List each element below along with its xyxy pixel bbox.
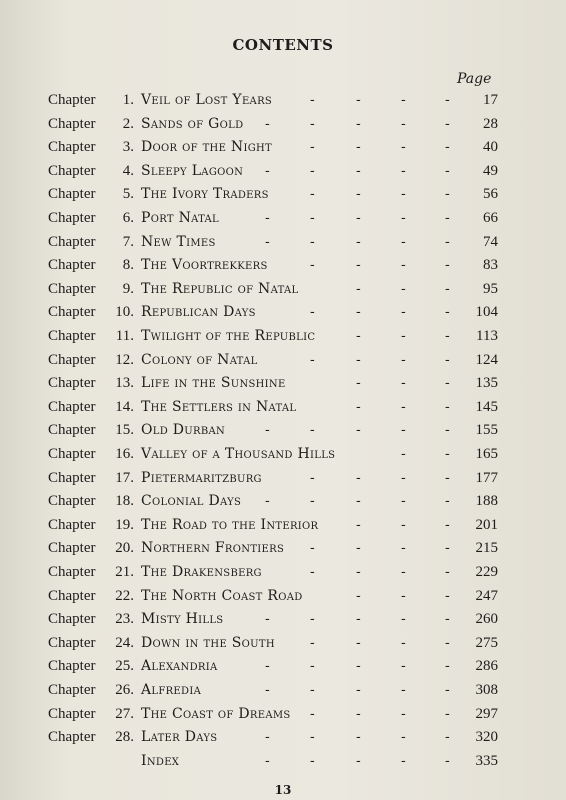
leader-dash: - [445, 162, 450, 179]
chapter-label: Chapter [48, 328, 96, 344]
toc-entry [0, 753, 566, 775]
leader-dash: - [356, 587, 361, 604]
contents-title: CONTENTS [232, 36, 334, 54]
leader-dash: - [445, 422, 450, 439]
leader-dash: - [265, 115, 270, 132]
page-ref: 83 [483, 257, 498, 274]
leader-dash: - [265, 233, 270, 250]
chapter-number: 25. [115, 658, 134, 675]
leader-dash: - [356, 115, 361, 132]
page-ref: 28 [483, 115, 498, 132]
page-ref: 215 [475, 540, 498, 557]
chapter-number: 10. [115, 304, 134, 321]
toc-entry [0, 399, 566, 421]
leader-dash: - [401, 634, 406, 651]
leader-dash: - [445, 634, 450, 651]
chapter-label: Chapter [48, 634, 96, 651]
chapter-number: 5. [122, 186, 134, 203]
leader-dash: - [265, 162, 270, 179]
toc-entry [0, 729, 566, 751]
chapter-title: Republican Days [141, 304, 256, 321]
page-ref: 275 [475, 634, 498, 651]
toc-entry [0, 635, 566, 657]
page-ref: 124 [475, 351, 498, 368]
leader-dash: - [401, 446, 406, 462]
leader-dash: - [401, 564, 406, 580]
chapter-number: 4. [122, 162, 134, 179]
leader-dash: - [401, 729, 406, 746]
leader-dash: - [356, 375, 361, 392]
leader-dash: - [445, 752, 450, 769]
chapter-number: 2. [122, 115, 134, 132]
leader-dash: - [356, 233, 361, 250]
toc-entry [0, 540, 566, 562]
chapter-label: Chapter [48, 611, 96, 628]
leader-dash: - [401, 540, 406, 557]
toc-entry [0, 706, 566, 728]
page-ref: 113 [476, 328, 498, 344]
leader-dash: - [445, 446, 450, 462]
chapter-label: Chapter [48, 540, 96, 557]
leader-dash: - [356, 351, 361, 368]
chapter-label: Chapter [48, 186, 96, 203]
chapter-number: 12. [115, 351, 134, 368]
toc-entry [0, 304, 566, 326]
chapter-label: Chapter [48, 422, 96, 439]
leader-dash: - [445, 92, 450, 108]
leader-dash: - [356, 682, 361, 698]
page-ref: 229 [475, 564, 498, 580]
leader-dash: - [356, 139, 361, 156]
chapter-number: 7. [122, 233, 134, 250]
leader-dash: - [445, 280, 450, 297]
leader-dash: - [265, 729, 270, 746]
toc-entry [0, 517, 566, 539]
leader-dash: - [445, 540, 450, 557]
leader-dash: - [356, 658, 361, 675]
leader-dash: - [356, 186, 361, 203]
chapter-title: The Coast of Dreams [141, 705, 291, 722]
chapter-title: Veil of Lost Years [141, 92, 273, 108]
toc-entry [0, 163, 566, 185]
chapter-title: Index [141, 752, 180, 769]
toc-entry [0, 92, 566, 114]
chapter-number: 18. [115, 493, 134, 510]
chapter-label: Chapter [48, 398, 96, 415]
leader-dash: - [310, 540, 315, 557]
leader-dash: - [401, 705, 406, 722]
chapter-label: Chapter [48, 375, 96, 392]
chapter-title: Alfredia [141, 682, 202, 698]
chapter-number: 3. [122, 139, 134, 156]
chapter-title: Sands of Gold [141, 115, 244, 132]
chapter-label: Chapter [48, 446, 96, 462]
chapter-label: Chapter [48, 304, 96, 321]
page-ref: 177 [475, 469, 498, 486]
leader-dash: - [401, 92, 406, 108]
toc-entry [0, 446, 566, 468]
chapter-number: 17. [115, 469, 134, 486]
page-ref: 188 [475, 493, 498, 510]
leader-dash: - [445, 328, 450, 344]
leader-dash: - [445, 564, 450, 580]
leader-dash: - [356, 304, 361, 321]
leader-dash: - [445, 469, 450, 486]
leader-dash: - [445, 210, 450, 226]
toc-entry [0, 493, 566, 515]
chapter-label: Chapter [48, 587, 96, 604]
chapter-number: 16. [115, 446, 134, 462]
leader-dash: - [310, 186, 315, 203]
toc-entry [0, 186, 566, 208]
page-ref: 95 [483, 280, 498, 297]
leader-dash: - [356, 705, 361, 722]
chapter-title: The Road to the Interior [141, 516, 319, 533]
leader-dash: - [310, 705, 315, 722]
toc-entry [0, 210, 566, 232]
leader-dash: - [310, 564, 315, 580]
leader-dash: - [265, 752, 270, 769]
toc-entry [0, 139, 566, 161]
chapter-title: Old Durban [141, 422, 226, 439]
chapter-label: Chapter [48, 257, 96, 274]
page-ref: 17 [483, 92, 498, 108]
page-ref: 104 [475, 304, 498, 321]
page-ref: 145 [475, 398, 498, 415]
leader-dash: - [401, 398, 406, 415]
leader-dash: - [445, 516, 450, 533]
toc-entry [0, 281, 566, 303]
chapter-number: 14. [115, 398, 134, 415]
leader-dash: - [401, 257, 406, 274]
chapter-number: 21. [115, 564, 134, 580]
leader-dash: - [356, 280, 361, 297]
leader-dash: - [445, 139, 450, 156]
leader-dash: - [265, 210, 270, 226]
leader-dash: - [356, 398, 361, 415]
leader-dash: - [356, 92, 361, 108]
page-ref: 56 [483, 186, 498, 203]
chapter-label: Chapter [48, 729, 96, 746]
toc-entry [0, 611, 566, 633]
toc-entry [0, 588, 566, 610]
leader-dash: - [401, 375, 406, 392]
leader-dash: - [445, 233, 450, 250]
page-ref: 308 [475, 682, 498, 698]
toc-entry [0, 257, 566, 279]
leader-dash: - [356, 564, 361, 580]
leader-dash: - [445, 257, 450, 274]
leader-dash: - [310, 611, 315, 628]
leader-dash: - [356, 493, 361, 510]
leader-dash: - [445, 611, 450, 628]
leader-dash: - [356, 162, 361, 179]
leader-dash: - [310, 304, 315, 321]
leader-dash: - [445, 375, 450, 392]
chapter-label: Chapter [48, 516, 96, 533]
chapter-number: 19. [115, 516, 134, 533]
leader-dash: - [265, 422, 270, 439]
leader-dash: - [265, 493, 270, 510]
chapter-title: Port Natal [141, 210, 220, 226]
chapter-title: Later Days [141, 729, 218, 746]
leader-dash: - [356, 328, 361, 344]
leader-dash: - [401, 682, 406, 698]
page-ref: 335 [475, 752, 498, 769]
leader-dash: - [356, 752, 361, 769]
chapter-label: Chapter [48, 115, 96, 132]
leader-dash: - [356, 516, 361, 533]
chapter-label: Chapter [48, 351, 96, 368]
leader-dash: - [401, 658, 406, 675]
page-ref: 155 [475, 422, 498, 439]
leader-dash: - [445, 587, 450, 604]
leader-dash: - [310, 233, 315, 250]
page-ref: 320 [475, 729, 498, 746]
chapter-label: Chapter [48, 682, 96, 698]
chapter-title: Down in the South [141, 634, 275, 651]
chapter-number: 22. [115, 587, 134, 604]
chapter-title: Life in the Sunshine [141, 375, 286, 392]
page-ref: 40 [483, 139, 498, 156]
leader-dash: - [356, 729, 361, 746]
leader-dash: - [445, 705, 450, 722]
leader-dash: - [401, 752, 406, 769]
leader-dash: - [401, 115, 406, 132]
leader-dash: - [310, 210, 315, 226]
toc-entry [0, 328, 566, 350]
leader-dash: - [401, 328, 406, 344]
leader-dash: - [401, 611, 406, 628]
leader-dash: - [310, 351, 315, 368]
chapter-number: 24. [115, 634, 134, 651]
chapter-number: 26. [115, 682, 134, 698]
toc-entry [0, 375, 566, 397]
leader-dash: - [445, 682, 450, 698]
chapter-title: Sleepy Lagoon [141, 162, 244, 179]
leader-dash: - [356, 210, 361, 226]
chapter-number: 28. [115, 729, 134, 746]
leader-dash: - [401, 422, 406, 439]
chapter-number: 15. [115, 422, 134, 439]
chapter-number: 11. [115, 328, 134, 344]
chapter-label: Chapter [48, 658, 96, 675]
chapter-title: Misty Hills [141, 611, 224, 628]
chapter-title: The Ivory Traders [141, 186, 269, 203]
leader-dash: - [265, 658, 270, 675]
leader-dash: - [310, 469, 315, 486]
chapter-title: The Drakensberg [141, 564, 262, 580]
leader-dash: - [401, 139, 406, 156]
leader-dash: - [401, 587, 406, 604]
chapter-label: Chapter [48, 162, 96, 179]
chapter-title: The Republic of Natal [141, 280, 299, 297]
leader-dash: - [401, 304, 406, 321]
leader-dash: - [445, 115, 450, 132]
chapter-number: 13. [115, 375, 134, 392]
page-ref: 74 [483, 233, 498, 250]
page-ref: 49 [483, 162, 498, 179]
toc-entry [0, 422, 566, 444]
chapter-title: Twilight of the Republic [141, 328, 316, 344]
page-ref: 297 [475, 705, 498, 722]
chapter-number: 6. [122, 210, 134, 226]
chapter-label: Chapter [48, 705, 96, 722]
leader-dash: - [445, 658, 450, 675]
chapter-number: 27. [115, 705, 134, 722]
leader-dash: - [445, 186, 450, 203]
page-ref: 260 [475, 611, 498, 628]
chapter-title: Colony of Natal [141, 351, 258, 368]
toc-entry [0, 564, 566, 586]
leader-dash: - [356, 422, 361, 439]
page-ref: 135 [475, 375, 498, 392]
chapter-title: Northern Frontiers [141, 540, 285, 557]
chapter-title: Door of the Night [141, 139, 273, 156]
toc-entry [0, 352, 566, 374]
leader-dash: - [401, 233, 406, 250]
chapter-number: 20. [115, 540, 134, 557]
leader-dash: - [401, 162, 406, 179]
chapter-label: Chapter [48, 469, 96, 486]
chapter-label: Chapter [48, 233, 96, 250]
page-ref: 247 [475, 587, 498, 604]
leader-dash: - [445, 493, 450, 510]
toc-entry [0, 682, 566, 704]
chapter-title: The Settlers in Natal [141, 398, 297, 415]
chapter-number: 1. [122, 92, 134, 108]
leader-dash: - [356, 634, 361, 651]
leader-dash: - [265, 611, 270, 628]
leader-dash: - [445, 729, 450, 746]
page-ref: 165 [475, 446, 498, 462]
chapter-label: Chapter [48, 280, 96, 297]
chapter-title: Pietermaritzburg [141, 469, 262, 486]
leader-dash: - [445, 351, 450, 368]
leader-dash: - [401, 280, 406, 297]
leader-dash: - [401, 351, 406, 368]
chapter-label: Chapter [48, 564, 96, 580]
chapter-label: Chapter [48, 92, 96, 108]
leader-dash: - [310, 115, 315, 132]
leader-dash: - [401, 516, 406, 533]
leader-dash: - [310, 682, 315, 698]
chapter-label: Chapter [48, 493, 96, 510]
toc-entry [0, 234, 566, 256]
leader-dash: - [401, 210, 406, 226]
leader-dash: - [445, 304, 450, 321]
leader-dash: - [401, 469, 406, 486]
page-number: 13 [274, 783, 292, 797]
leader-dash: - [310, 92, 315, 108]
leader-dash: - [310, 752, 315, 769]
page-ref: 66 [483, 210, 498, 226]
leader-dash: - [310, 139, 315, 156]
chapter-title: New Times [141, 233, 216, 250]
toc-entry [0, 116, 566, 138]
leader-dash: - [310, 634, 315, 651]
page-column-heading: Page [457, 71, 492, 87]
leader-dash: - [310, 658, 315, 675]
leader-dash: - [445, 398, 450, 415]
leader-dash: - [356, 540, 361, 557]
chapter-label: Chapter [48, 210, 96, 226]
leader-dash: - [356, 469, 361, 486]
leader-dash: - [310, 729, 315, 746]
leader-dash: - [356, 611, 361, 628]
page-ref: 201 [475, 516, 498, 533]
chapter-label: Chapter [48, 139, 96, 156]
chapter-title: The North Coast Road [141, 587, 303, 604]
chapter-title: Colonial Days [141, 493, 242, 510]
leader-dash: - [401, 493, 406, 510]
leader-dash: - [265, 682, 270, 698]
chapter-title: The Voortrekkers [141, 257, 268, 274]
toc-entry [0, 658, 566, 680]
chapter-title: Valley of a Thousand Hills [141, 446, 336, 462]
leader-dash: - [310, 493, 315, 510]
chapter-number: 23. [115, 611, 134, 628]
chapter-number: 8. [122, 257, 134, 274]
leader-dash: - [310, 257, 315, 274]
page-ref: 286 [475, 658, 498, 675]
leader-dash: - [310, 162, 315, 179]
leader-dash: - [310, 422, 315, 439]
chapter-title: Alexandria [141, 658, 218, 675]
leader-dash: - [356, 257, 361, 274]
chapter-number: 9. [122, 280, 134, 297]
toc-entry [0, 470, 566, 492]
leader-dash: - [401, 186, 406, 203]
